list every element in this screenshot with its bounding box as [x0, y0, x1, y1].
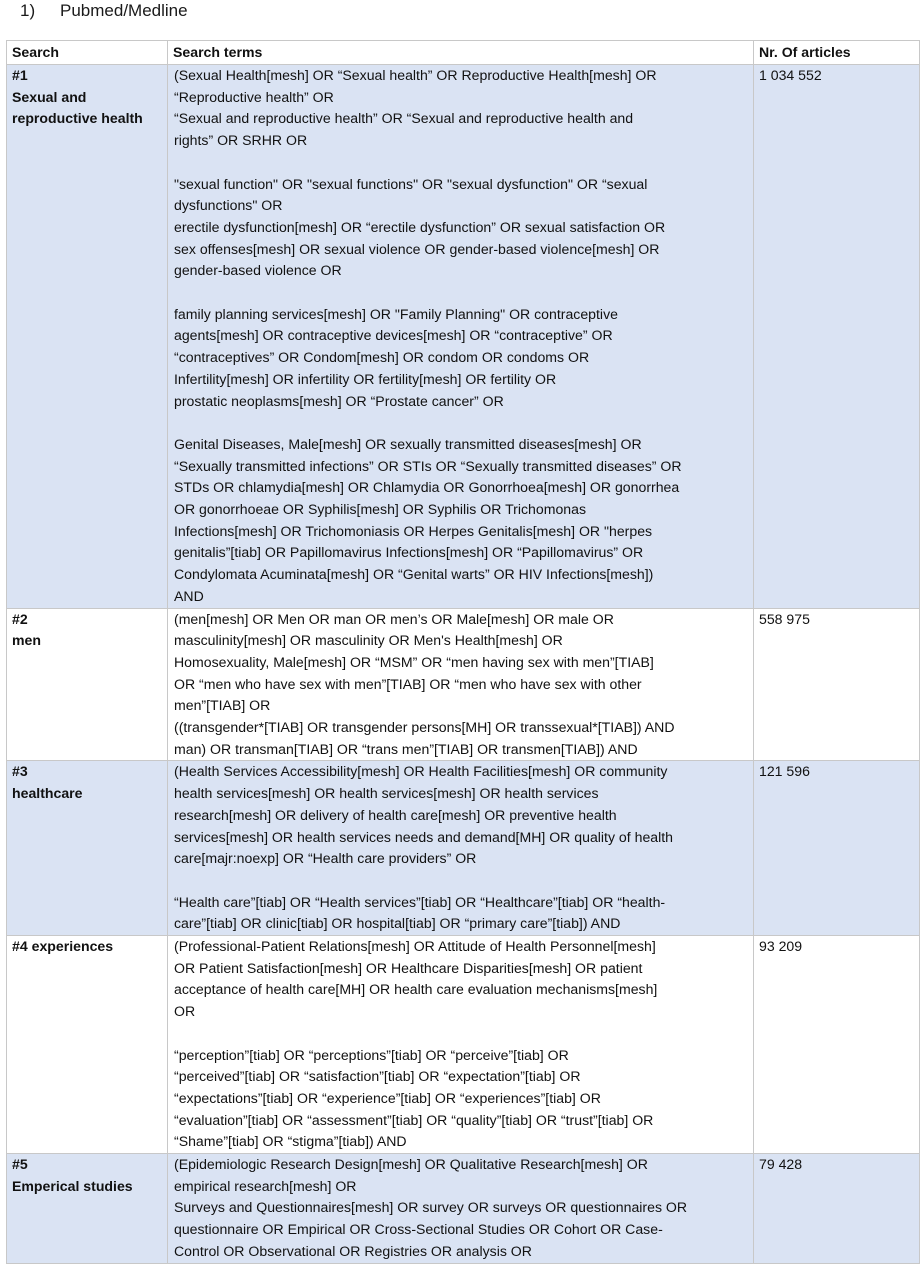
terms-block: family planning services[mesh] OR "Family Planning" OR contraceptive agents[mesh] OR contraceptive devices[mesh] OR “contraceptive” OR “contraceptives” OR Condom[mesh] OR condom OR condoms OR Infertility[mesh] OR infertility OR fertility[mesh] OR fertility OR prostatic neoplasms[mesh] OR “Prostate cancer” OR: [174, 305, 618, 409]
header-nr-of-articles: Nr. Of articles: [754, 41, 920, 65]
row-search-terms: [168, 608, 754, 761]
row-search-name: Sexual and reproductive health: [12, 88, 143, 127]
row-search-label: [7, 65, 168, 609]
row-article-count: 558 975: [754, 608, 920, 761]
terms-block: (men[mesh] OR Men OR man OR men’s OR Male[mesh] OR male OR masculinity[mesh] OR masculinity OR Men's Health[mesh] OR Homosexuality, Male[mesh] OR “MSM” OR “men having sex with men”[TIAB] OR “men who have sex with men”[TIAB] OR “men who have sex with other men”[TIAB] OR ((transgender*[TIAB] OR transgender persons[MH] OR transsexual*[TIAB]) AND man) OR transman[TIAB] OR “trans men”[TIAB] OR transmen[TIAB]) AND: [174, 610, 675, 757]
row-article-count: 79 428: [754, 1154, 920, 1264]
row-article-count: 121 596: [754, 761, 920, 936]
section-heading: [12, 0, 188, 26]
row-search-id: #2: [12, 610, 28, 627]
row-search-label: [7, 761, 168, 936]
section-title: Pubmed/Medline: [60, 1, 188, 20]
row-search-name: experiences: [31, 938, 114, 955]
table-row: [7, 608, 920, 761]
row-search-terms: [168, 1154, 754, 1264]
row-search-name: men: [12, 632, 41, 649]
section-number: 1): [20, 1, 36, 20]
search-strategy-table: [6, 40, 920, 1264]
row-search-terms: [168, 761, 754, 936]
row-search-label: [7, 1154, 168, 1264]
row-search-name: Emperical studies: [12, 1177, 133, 1194]
row-search-id: #5: [12, 1156, 28, 1173]
terms-block: (Professional-Patient Relations[mesh] OR Attitude of Health Personnel[mesh] OR Patient Satisfaction[mesh] OR Healthcare Disparities[mesh] OR patient acceptance of health care[MH] OR health care evaluation mechanisms[mesh] OR: [174, 938, 658, 1020]
row-search-terms: [168, 65, 754, 609]
row-search-id: #4: [12, 938, 28, 955]
terms-block: (Health Services Accessibility[mesh] OR Health Facilities[mesh] OR community health services[mesh] OR health services[mesh] OR health services research[mesh] OR delivery of health care[mesh] OR preventive health services[mesh] OR health services needs and demand[MH] OR quality of health care[majr:noexp] OR “Health care providers” OR: [174, 763, 673, 867]
row-search-id: #3: [12, 763, 28, 780]
row-search-id: #1: [12, 67, 28, 83]
table-row: [7, 936, 920, 1154]
table-header-row: [7, 41, 920, 65]
table-row: [7, 761, 920, 936]
row-article-count: 1 034 552: [754, 65, 920, 609]
terms-block: "sexual function" OR "sexual functions" OR "sexual dysfunction" OR “sexual dysfunctions" OR erectile dysfunction[mesh] OR “erectile dysfunction” OR sexual satisfaction OR sex offenses[mesh] OR sexual violence OR gender-based violence[mesh] OR gender-based violence OR: [174, 175, 666, 279]
terms-block: (Sexual Health[mesh] OR “Sexual health” OR Reproductive Health[mesh] OR “Reproductive health” OR “Sexual and reproductive health” OR “Sexual and reproductive health and rights” OR SRHR OR: [174, 67, 657, 149]
terms-block: Genital Diseases, Male[mesh] OR sexually transmitted diseases[mesh] OR “Sexually transmitted infections” OR STIs OR “Sexually transmitted diseases” OR STDs OR chlamydia[mesh] OR Chlamydia OR Gonorrhoea[mesh] OR gonorrhea OR gonorrhoeae OR Syphilis[mesh] OR Syphilis OR Trichomonas Infections[mesh] OR Trichomoniasis OR Herpes Genitalis[mesh] OR "herpes genitalis”[tiab] OR Papillomavirus Infections[mesh] OR “Papillomavirus” OR Condylomata Acuminata[mesh] OR “Genital warts” OR HIV Infections[mesh]) AND: [174, 435, 682, 604]
table-row: [7, 65, 920, 609]
row-search-label: [7, 608, 168, 761]
terms-block: “perception”[tiab] OR “perceptions”[tiab] OR “perceive”[tiab] OR “perceived”[tiab] OR “satisfaction”[tiab] OR “expectation”[tiab] OR “expectations”[tiab] OR “experience”[tiab] OR “experiences”[tiab] OR “evaluation”[tiab] OR “assessment”[tiab] OR “quality”[tiab] OR “trust”[tiab] OR “Shame”[tiab] OR “stigma”[tiab]) AND: [174, 1046, 654, 1150]
row-search-label: [7, 936, 168, 1154]
row-search-name: healthcare: [12, 785, 83, 802]
terms-block: “Health care”[tiab] OR “Health services”[tiab] OR “Healthcare”[tiab] OR “health- care”[tiab] OR clinic[tiab] OR hospital[tiab] OR “primary care”[tiab]) AND: [174, 893, 666, 932]
row-search-terms: [168, 936, 754, 1154]
row-article-count: 93 209: [754, 936, 920, 1154]
header-search-terms: Search terms: [168, 41, 754, 65]
header-search: Search: [7, 41, 168, 65]
terms-block: (Epidemiologic Research Design[mesh] OR Qualitative Research[mesh] OR empirical research[mesh] OR Surveys and Questionnaires[mesh] OR survey OR surveys OR questionnaires OR questionnaire OR Empirical OR Cross-Sectional Studies OR Cohort OR Case- Control OR Observational OR Registries OR analysis OR: [174, 1156, 688, 1259]
table-row: [7, 1154, 920, 1264]
